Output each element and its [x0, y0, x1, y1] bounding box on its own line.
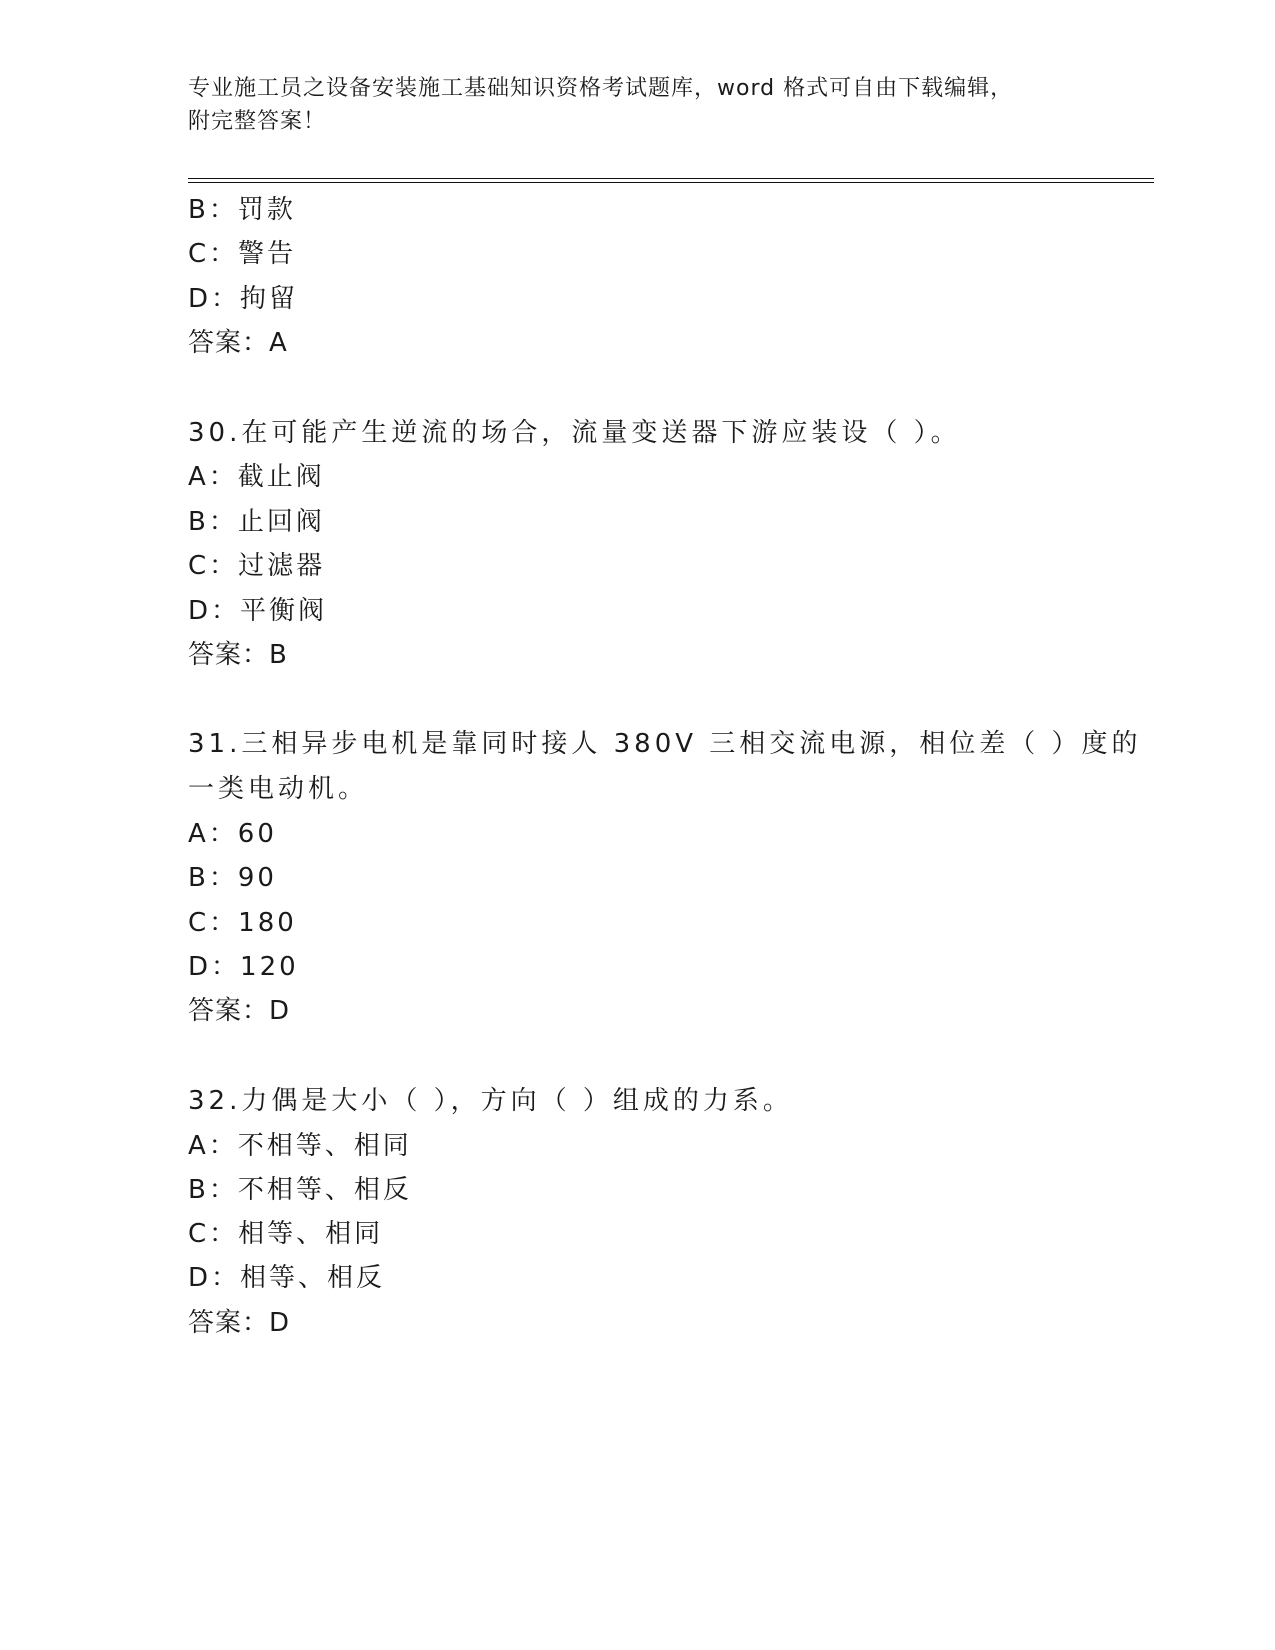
question-stem: 31.三相异步电机是靠同时接人 380V 三相交流电源，相位差（ ）度的: [188, 729, 1142, 759]
option-c: C：警告: [188, 239, 297, 269]
option-d: D：平衡阀: [188, 596, 328, 626]
header-line-2: 附完整答案！: [188, 109, 327, 134]
option-c: C：180: [188, 908, 297, 938]
option-b: B：不相等、相反: [188, 1175, 412, 1205]
answer: 答案：D: [188, 1308, 291, 1338]
option-d: D：120: [188, 952, 299, 982]
document-header: [188, 72, 1088, 138]
question-stem: 30.在可能产生逆流的场合，流量变送器下游应装设（ ）。: [188, 418, 961, 448]
option-d: D：拘留: [188, 284, 299, 314]
answer: 答案：B: [188, 640, 288, 670]
answer: 答案：A: [188, 328, 288, 358]
question-stem: 32.力偶是大小（ ），方向（ ）组成的力系。: [188, 1086, 793, 1116]
header-divider-top: [188, 178, 1154, 179]
header-divider-bottom: [188, 182, 1154, 183]
option-b: B：罚款: [188, 195, 296, 225]
header-line-1: 专业施工员之设备安装施工基础知识资格考试题库，word 格式可自由下载编辑，: [188, 76, 1014, 101]
option-b: B：止回阀: [188, 507, 325, 537]
option-b: B：90: [188, 863, 277, 893]
option-c: C：相等、相同: [188, 1219, 384, 1249]
answer: 答案：D: [188, 996, 291, 1026]
option-a: A：不相等、相同: [188, 1131, 412, 1161]
option-a: A：截止阀: [188, 462, 325, 492]
question-stem-continued: 一类电动机。: [188, 774, 369, 804]
option-a: A：60: [188, 819, 277, 849]
option-d: D：相等、相反: [188, 1263, 386, 1293]
option-c: C：过滤器: [188, 551, 326, 581]
